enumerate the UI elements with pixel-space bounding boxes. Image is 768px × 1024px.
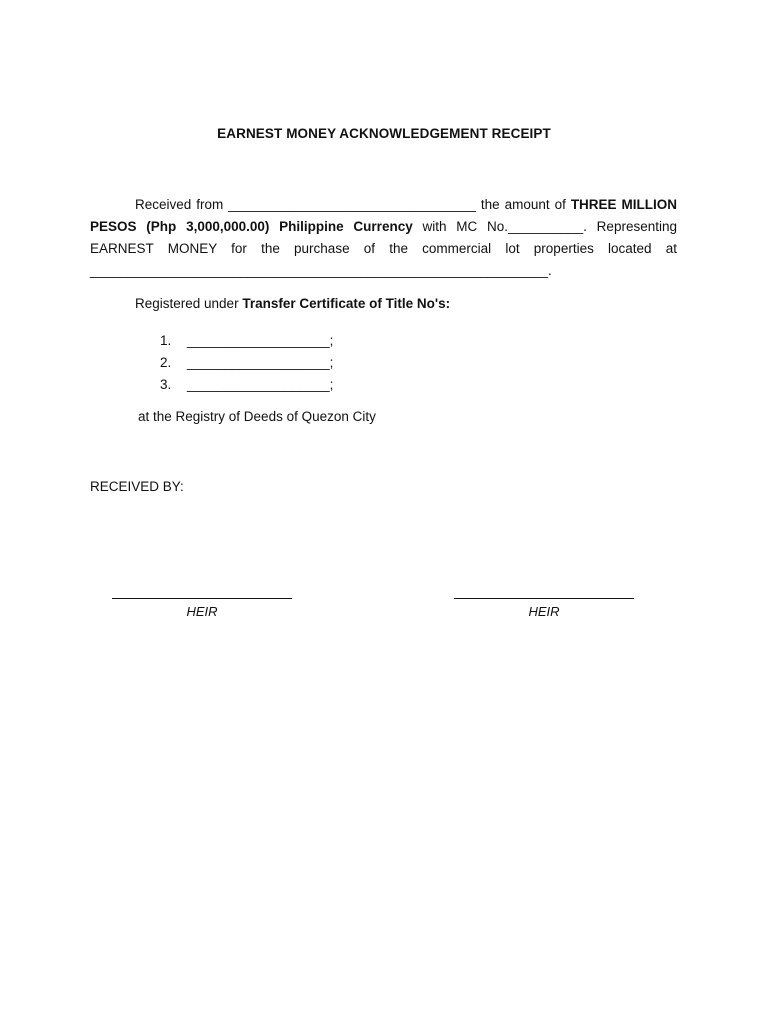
paragraph-end: . [548, 263, 552, 278]
signature-block-right [454, 584, 634, 619]
tct-list-item [160, 374, 333, 396]
the-amount-of-text: the amount of [480, 197, 566, 212]
document-title: EARNEST MONEY ACKNOWLEDGEMENT RECEIPT [217, 126, 551, 141]
signature-line [454, 584, 634, 599]
tct-heading: Transfer Certificate of Title No's: [242, 296, 451, 311]
received-from-text: Received from [135, 197, 224, 212]
tct-number: 2. [160, 355, 172, 370]
signature-label: HEIR [186, 604, 218, 619]
tct-list-item [160, 352, 333, 374]
tct-number: 3. [160, 377, 172, 392]
tct-blank: ___________________ [187, 333, 330, 348]
representing-text: . Representing EARNEST MONEY for the purchase of the commercial lot properties located at [90, 219, 677, 256]
tct-semicolon: ; [329, 333, 334, 348]
payer-blank: _________________________________ [228, 197, 476, 212]
mc-number-blank: __________ [508, 219, 584, 234]
received-by-label: RECEIVED BY: [90, 479, 184, 494]
tct-number: 1. [160, 333, 172, 348]
receipt-paragraph [90, 194, 677, 282]
signature-label: HEIR [528, 604, 560, 619]
tct-list-item [160, 330, 333, 352]
location-blank: _____________________________________________________________ [90, 263, 548, 278]
signature-block-left [112, 584, 292, 619]
tct-list [160, 330, 333, 396]
registered-prefix: Registered under [135, 296, 239, 311]
tct-blank: ___________________ [187, 355, 330, 370]
signature-line [112, 584, 292, 599]
amount-in-words: THREE MILLION PESOS (Php 3,000,000.00) Philippine Currency [90, 197, 677, 234]
with-mc-no-text: with MC No. [422, 219, 509, 234]
tct-semicolon: ; [329, 377, 334, 392]
tct-semicolon: ; [329, 355, 334, 370]
registry-of-deeds-text: at the Registry of Deeds of Quezon City [138, 409, 376, 424]
registered-under-line [135, 296, 450, 311]
tct-blank: ___________________ [187, 377, 330, 392]
